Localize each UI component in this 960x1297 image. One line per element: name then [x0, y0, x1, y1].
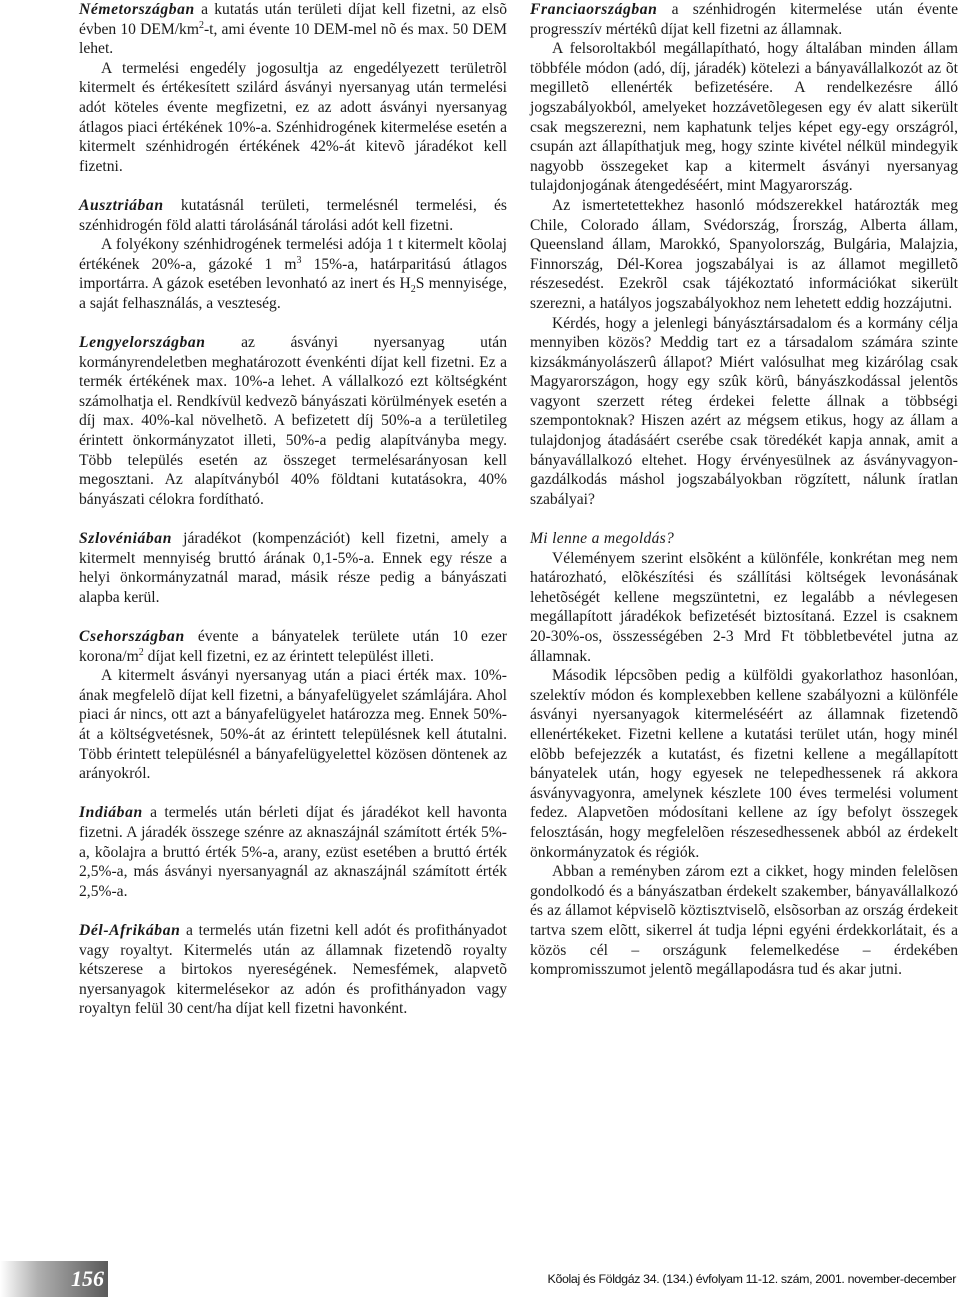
poland-paragraph: [79, 333, 507, 509]
france-text: a szénhidrogén kitermelése után évente progresszív mértékû díjat kell fizetni az államnak.: [530, 1, 958, 38]
page-number: 156: [71, 1266, 104, 1291]
country-czech: Csehországban: [79, 628, 185, 645]
france-paragraph: [530, 0, 958, 39]
summary-paragraph: A felsoroltakból megállapítható, hogy általában minden állam többféle módon (adó, díj, járadék) kötelezi a bányavállalkozót az õt megilletõ ellenérték befizetésére. A rendelkezésre álló jogszabályokból, amelyeket hozzávetõlegesen egy év alatt sikerült csak megszerezni, nem kaphatunk teljes képet egy-egy országról, csupán azt állapíthatjuk meg, hogy szinte kivétel nélkül mindegyik nagyobb összegeket kap a kitermelt ásványi nyersanyag tulajdonjogának átengedéséért, mint Magyarország.: [530, 40, 958, 195]
slovenia-paragraph: [79, 529, 507, 607]
czech-text: évente a bányatelek területe után 10 ezer korona/m: [79, 628, 507, 665]
austria-tax-text-mid: 15%-a, határparitású átlagos importárra. A gázok esetében levonható az inert és H: [79, 255, 507, 293]
germany-production-paragraph: A termelési engedély jogosultja az engedélyezett területrõl kitermelt és értékesített szilárd ásványi nyersanyag után termelési adót köteles évente megfizetni, ez az adott ásványi nyersanyag átlagos piaci értékének 10%-a. Szénhidrogének kitermelése esetén a kitermelt szénhidrogén értékének 42%-át kitevõ járadékot kell fizetni.: [79, 59, 507, 175]
poland-text: az ásványi nyersanyag után kormányrendeletben meghatározott évenkénti díjat kell fizetni. Ez a termék értékének max. 10%-a lehet. A vállalkozó ezt költségként számolhatja el. Rendkívül kedvezõ bányászati körülmények esetén a díj max. 40%-kal növelhetõ. A befizetett díj 50%-a a területileg érintett önkormányzatot illeti, 50%-a pedig alapítványba megy. Több település esetén az összeget termelésarányosan kell megosztani. Az alapítványból 40% földtani kutatásokra, 40% bányászati célokra fordítható.: [79, 334, 507, 508]
question-paragraph: Kérdés, hogy a jelenlegi bányásztársadalom és a kormány célja mennyiben közös? Meddig tart ez a társadalom számára szinte kizsákmányolászerû állapot? Miért valósulhat meg kizárólag csak Magyarországon, hogy egy szûk körû, bányászkodással jelentõs vagyont szerzett réteg érdekei felette állnak a többségi szempontoknak? Hiszen azért az mégsem etikus, hogy az állam a tulajdonjog átadásáért cserébe csak töredékét kapja annak, amit a bányavállalkozó eltehet. Hogy érvényesülnek az ásványvagyon-gazdálkodás máshol jogszabályokban rögzített, nálunk íratlan szabályai?: [530, 314, 958, 508]
czech-text-end: díjat kell fizetni, ez az érintett települést illeti.: [143, 647, 434, 665]
slovenia-text: járadékot (kompenzációt) kell fizetni, amely a kitermelt mennyiség bruttó árának 0,1-5%-a. Ennek egy része a helyi önkormányzatnál marad, másik része pedig a bányászati alapba kerül.: [79, 530, 507, 606]
germany-text-end: -t, ami évente 10 DEM-mel nõ és max. 50 DEM lehet.: [79, 20, 507, 58]
country-austria: Ausztriában: [79, 196, 164, 214]
germany-text: a kutatás után területi díjat kell fizetni, az elsõ évben 10 DEM/km: [79, 1, 507, 38]
austria-tax-text-end: S mennyisége, a saját felhasználás, a veszteség.: [79, 275, 507, 312]
left-column: [79, 0, 507, 1019]
closing-paragraph: Abban a reményben zárom ezt a cikket, hogy minden felelõsen gondolkodó és a bányászatban érdekelt szakember, bányavállalkozó és az államot képviselõ köztisztviselõ, elsõsorban az ország érdekeit tartva szem elõtt, sikerrel át tudja lépni egyéni érdekkorlátait, és a közös cél – országunk felemelkedése – érdekében kompromisszumot jelentõ megállapodásra tud és akar jutni.: [530, 863, 958, 979]
austria-tax-paragraph: [79, 235, 507, 313]
austria-superscript: 3: [296, 254, 302, 266]
germany-superscript: 2: [198, 19, 204, 31]
section-heading: Mi lenne a megoldás?: [530, 530, 675, 548]
country-poland: Lengyelországban: [79, 334, 206, 352]
country-france: Franciaországban: [530, 1, 658, 18]
south-africa-paragraph: [79, 921, 507, 1019]
czech-superscript: 2: [138, 646, 144, 658]
country-slovenia: Szlovéniában: [79, 530, 172, 548]
south-africa-text: a termelés után fizetni kell adót és profithányadot vagy royaltyt. Kitermelés után az államnak fizetendõ royalty kétszerese a birtokos nyereségének. Nemesfémek, alapvetõ nyersanyagok kitermelésekor az adón és profithányadon vagy royaltyn felül 30 cent/ha díjat kell fizetni havonként.: [79, 921, 507, 1018]
germany-paragraph: [79, 0, 507, 59]
india-paragraph: [79, 803, 507, 901]
austria-paragraph: [79, 196, 507, 235]
other-countries-paragraph: Az ismertetettekhez hasonló módszerekkel határozták meg Chile, Colorado állam, Svédország, Írország, Alberta állam, Queensland állam, Marokkó, Spanyolország, Bulgária, Malajzia, Finnország, Dél-Korea jogszabályai is az államot megilletõ részesedést. Ezekrõl csak tájékoztató információkat sikerült szerezni, a hatályos jogszabályokhoz nem lehetett eddig hozzájutni.: [530, 196, 958, 312]
second-step-paragraph: Második lépcsõben pedig a külföldi gyakorlathoz hasonlóan, szelektív módon és komplexebben kellene szabályozni a különféle ásványi nyersanyagok kitermeléséért az államnak fizetendõ ellenértékeket. Fizetni kellene a kutatási terület után, hogy minél elõbb befejezzék a kutatást, és fizetni kellene a megállapított bányatelek után, hogy egyesek ne telepedhessenek rá akkora ásványvagyonra, amelynek készlete 100 éves termelési volument fedez. Alapvetõen módosítani kellene az így befolyt összegek felosztásán, hogy megfelelõen részesedhessenek abból az érdekelt önkormányzatok és régiók.: [530, 667, 958, 861]
austria-tax-text: A folyékony szénhidrogének termelési adója 1 t kitermelt kõolaj értékének 20%-a, gázoké 1 m: [79, 236, 507, 273]
austria-subscript: 2: [410, 284, 416, 296]
india-text: a termelés után bérleti díjat és járadékot kell havonta fizetni. A járadék összege szénre az aknaszájnál számított érték 5%-a, kõolajra a bruttó érték 5%-a, arany, ezüst esetében a bruttó érték 2,5%-a, más ásványi nyersanyagnál az aknaszájnál számított érték 2,5%-a.: [79, 804, 507, 900]
journal-citation: Kõolaj és Földgáz 34. (134.) évfolyam 11-12. szám, 2001. november-december: [547, 1272, 956, 1286]
opinion-paragraph: Véleményem szerint elsõként a különféle, konkrétan meg nem határozható, elõkészítési és szállítási költségek levonásának lehetõségét kellene megszüntetni, ez legalább a névlegesen megállapított járadékok befizetését biztosítaná. Ezzel is csaknem 20-30%-os, összességében 2-3 Mrd Ft többletbevétel jutna az államnak.: [530, 549, 958, 665]
czech-fee-paragraph: A kitermelt ásványi nyersanyag után a piaci érték max. 10%-ának megfelelõ díjat kell fizetni, a bányafelügyelet számlájára. Ahol piaci ár nincs, ott azt a bányafelügyelet határozza meg. Ennek 50%-át a költségvetésnek, 50%-át az érintett településnek kell átutalni. Több érintett településnél a bányafelügyelettel közösen döntenek az arányokról.: [79, 667, 507, 783]
country-south-africa: Dél-Afrikában: [79, 921, 181, 939]
austria-text: kutatásnál területi, termelésnél termelési, és szénhidrogén föld alatti tárolásánál tárolási adót kell fizetni.: [79, 196, 507, 234]
right-column: [530, 0, 958, 980]
country-germany: Németországban: [79, 1, 195, 18]
czech-paragraph: [79, 627, 507, 666]
country-india: Indiában: [79, 804, 143, 822]
